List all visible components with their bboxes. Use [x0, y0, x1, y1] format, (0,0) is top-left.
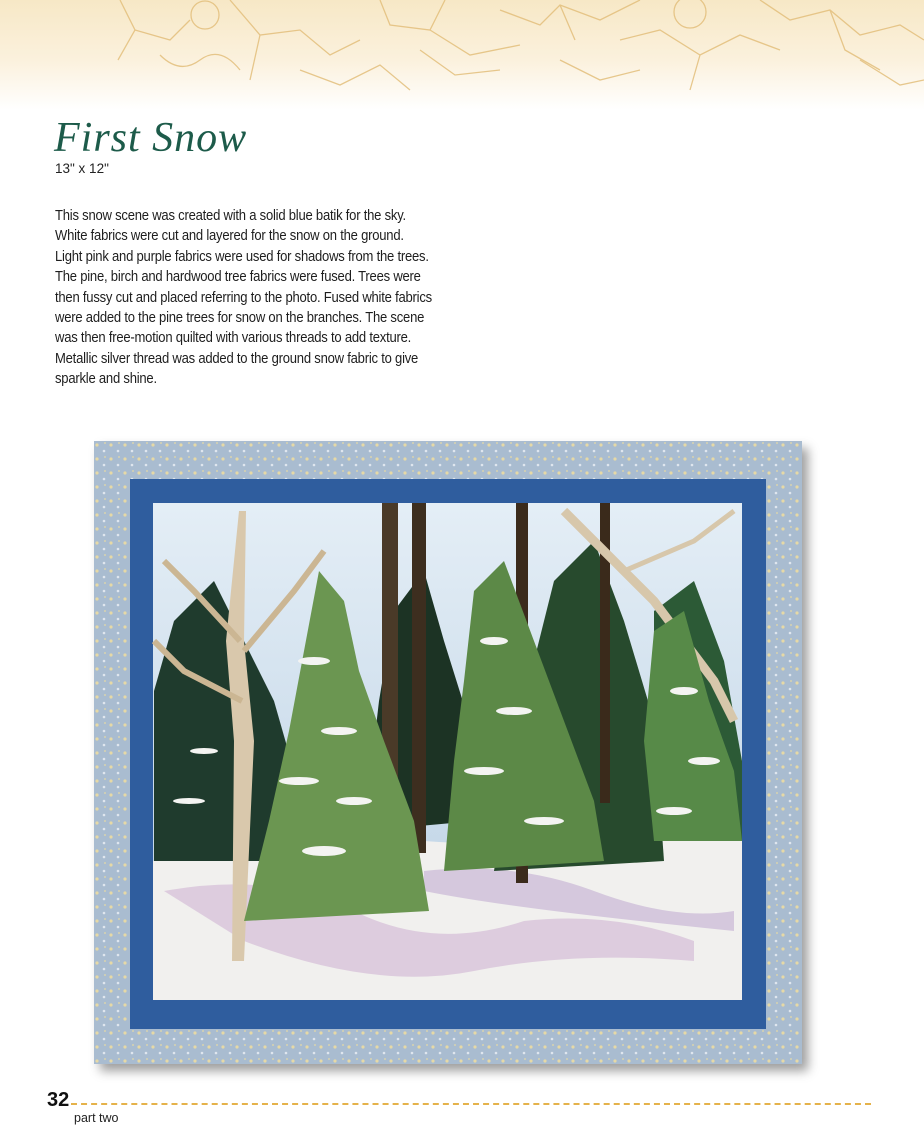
quilt-dimensions: 13" x 12"	[55, 161, 109, 176]
page-number: 32	[47, 1089, 70, 1111]
section-label: part two	[74, 1111, 119, 1125]
decorative-header-band	[0, 0, 924, 110]
footer-divider	[71, 1103, 871, 1105]
page-title: First Snow	[54, 115, 248, 161]
description-paragraph: This snow scene was created with a solid blue batik for the sky. White fabrics were cut and layered for the snow on the ground. Light pink and purple fabrics were used for shadows from the trees. The pine, birch and hardwood tree fabrics were fused. Trees were then fussy cut and placed referring to the photo. Fused white fabrics were added to the pine trees for snow on the branches. The scene was then free-motion quilted with various threads to add texture. Metallic silver thread was added to the ground snow fabric to give sparkle and shine.	[55, 208, 432, 388]
branch-pattern-decoration	[0, 0, 924, 110]
quilt-photo	[94, 441, 802, 1064]
